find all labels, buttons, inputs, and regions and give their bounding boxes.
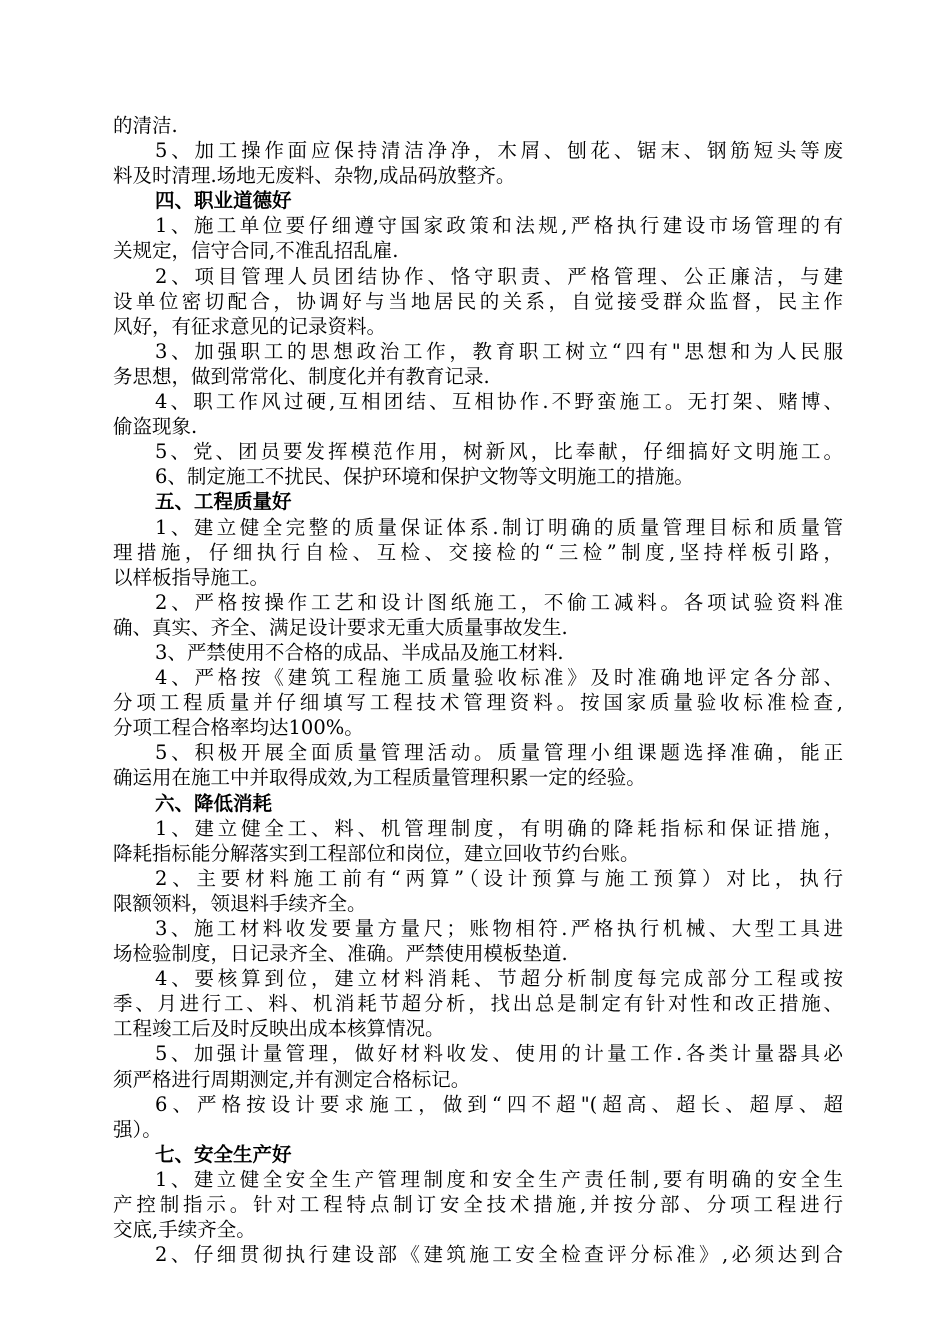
document-body xyxy=(113,113,843,1267)
text-line: 场检验制度，日记录齐全、准确。严禁使用模板垫道. xyxy=(113,942,568,966)
text-line: 季、月进行工、料、机消耗节超分析，找出总是制定有针对性和改正措施、 xyxy=(113,992,843,1016)
text-line: 料及时清理.场地无废料、杂物,成品码放整齐。 xyxy=(113,164,516,188)
text-line: 5、积极开展全面质量管理活动。质量管理小组课题选择准确，能正 xyxy=(155,741,843,765)
text-line: 4、职工作风过硬,互相团结、互相协作.不野蛮施工。无打架、赌博、 xyxy=(155,390,843,414)
text-line: 2、项目管理人员团结协作、恪守职责、严格管理、公正廉洁，与建 xyxy=(155,264,843,288)
text-line: 6、严格按设计要求施工，做到“四不超"(超高、超长、超厚、超 xyxy=(155,1092,843,1116)
text-line: 降耗指标能分解落实到工程部位和岗位，建立回收节约台账。 xyxy=(113,841,640,865)
text-line: 6、制定施工不扰民、保护环境和保护文物等文明施工的措施。 xyxy=(155,465,694,489)
text-line: 须严格进行周期测定,并有测定合格标记。 xyxy=(113,1067,471,1091)
text-line: 4、要核算到位，建立材料消耗、节超分析制度每完成部分工程或按 xyxy=(155,967,843,991)
text-line: 分项工程质量并仔细填写工程技术管理资料。按国家质量验收标准检查, xyxy=(113,691,843,715)
text-line: 设单位密切配合，协调好与当地居民的关系，自觉接受群众监督，民主作 xyxy=(113,289,843,313)
text-line: 5、加强计量管理，做好材料收发、使用的计量工作.各类计量器具必 xyxy=(155,1042,843,1066)
text-line: 5、加工操作面应保持清洁净净，木屑、刨花、锯末、钢筋短头等废 xyxy=(155,139,843,163)
text-line: 风好，有征求意见的记录资料。 xyxy=(113,314,387,338)
text-line: 关规定，信守合同,不准乱招乱雇. xyxy=(113,239,399,263)
text-line: 交底,手续齐全。 xyxy=(113,1218,256,1242)
text-line: 确、真实、齐全、满足设计要求无重大质量事故发生. xyxy=(113,615,568,639)
text-line: 确运用在施工中并取得成效,为工程质量管理积累一定的经验。 xyxy=(113,766,646,790)
text-line: 1、建立健全安全生产管理制度和安全生产责任制,要有明确的安全生 xyxy=(155,1167,843,1191)
text-line: 理措施，仔细执行自检、互检、交接检的“三检”制度,坚持样板引路， xyxy=(113,540,843,564)
text-line: 限额领料，领退料手续齐全。 xyxy=(113,891,367,915)
text-line: 2、仔细贯彻执行建设部《建筑施工安全检查评分标准》,必须达到合 xyxy=(155,1243,843,1267)
section-heading: 五、工程质量好 xyxy=(155,490,292,514)
text-line: 务思想，做到常常化、制度化并有教育记录. xyxy=(113,364,490,388)
text-line: 1、施工单位要仔细遵守国家政策和法规,严格执行建设市场管理的有 xyxy=(155,214,843,238)
section-heading: 七、安全生产好 xyxy=(155,1142,292,1166)
text-line: 的清洁. xyxy=(113,114,178,137)
text-line: 以样板指导施工。 xyxy=(113,565,270,589)
section-heading: 四、职业道德好 xyxy=(155,189,292,213)
text-line: 3、严禁使用不合格的成品、半成品及施工材料. xyxy=(155,640,564,664)
text-line: 强）。 xyxy=(113,1117,162,1141)
text-line: 1、建立健全完整的质量保证体系.制订明确的质量管理目标和质量管 xyxy=(155,515,843,539)
text-line: 3、加强职工的思想政治工作，教育职工树立“四有"思想和为人民服 xyxy=(155,339,843,363)
text-line: 偷盗现象. xyxy=(113,415,198,439)
text-line: 分项工程合格率均达100%。 xyxy=(113,716,364,740)
document-page xyxy=(113,113,843,1267)
text-line: 产控制指示。针对工程特点制订安全技术措施,并按分部、分项工程进行 xyxy=(113,1193,843,1217)
text-line: 3、施工材料收发要量方量尺；账物相符.严格执行机械、大型工具进 xyxy=(155,917,843,940)
text-line: 5、党、团员要发挥模范作用，树新风，比奉献，仔细搞好文明施工。 xyxy=(155,440,843,464)
text-line: 4、严格按《建筑工程施工质量验收标准》及时准确地评定各分部、 xyxy=(155,666,843,690)
text-line: 2、严格按操作工艺和设计图纸施工，不偷工减料。各项试验资料准 xyxy=(155,590,843,614)
section-heading: 六、降低消耗 xyxy=(155,791,273,815)
text-line: 工程竣工后及时反映出成本核算情况。 xyxy=(113,1017,445,1041)
text-line: 1、建立健全工、料、机管理制度，有明确的降耗指标和保证措施， xyxy=(155,816,843,840)
text-line: 2、主要材料施工前有“两算”（设计预算与施工预算）对比，执行 xyxy=(155,866,843,890)
